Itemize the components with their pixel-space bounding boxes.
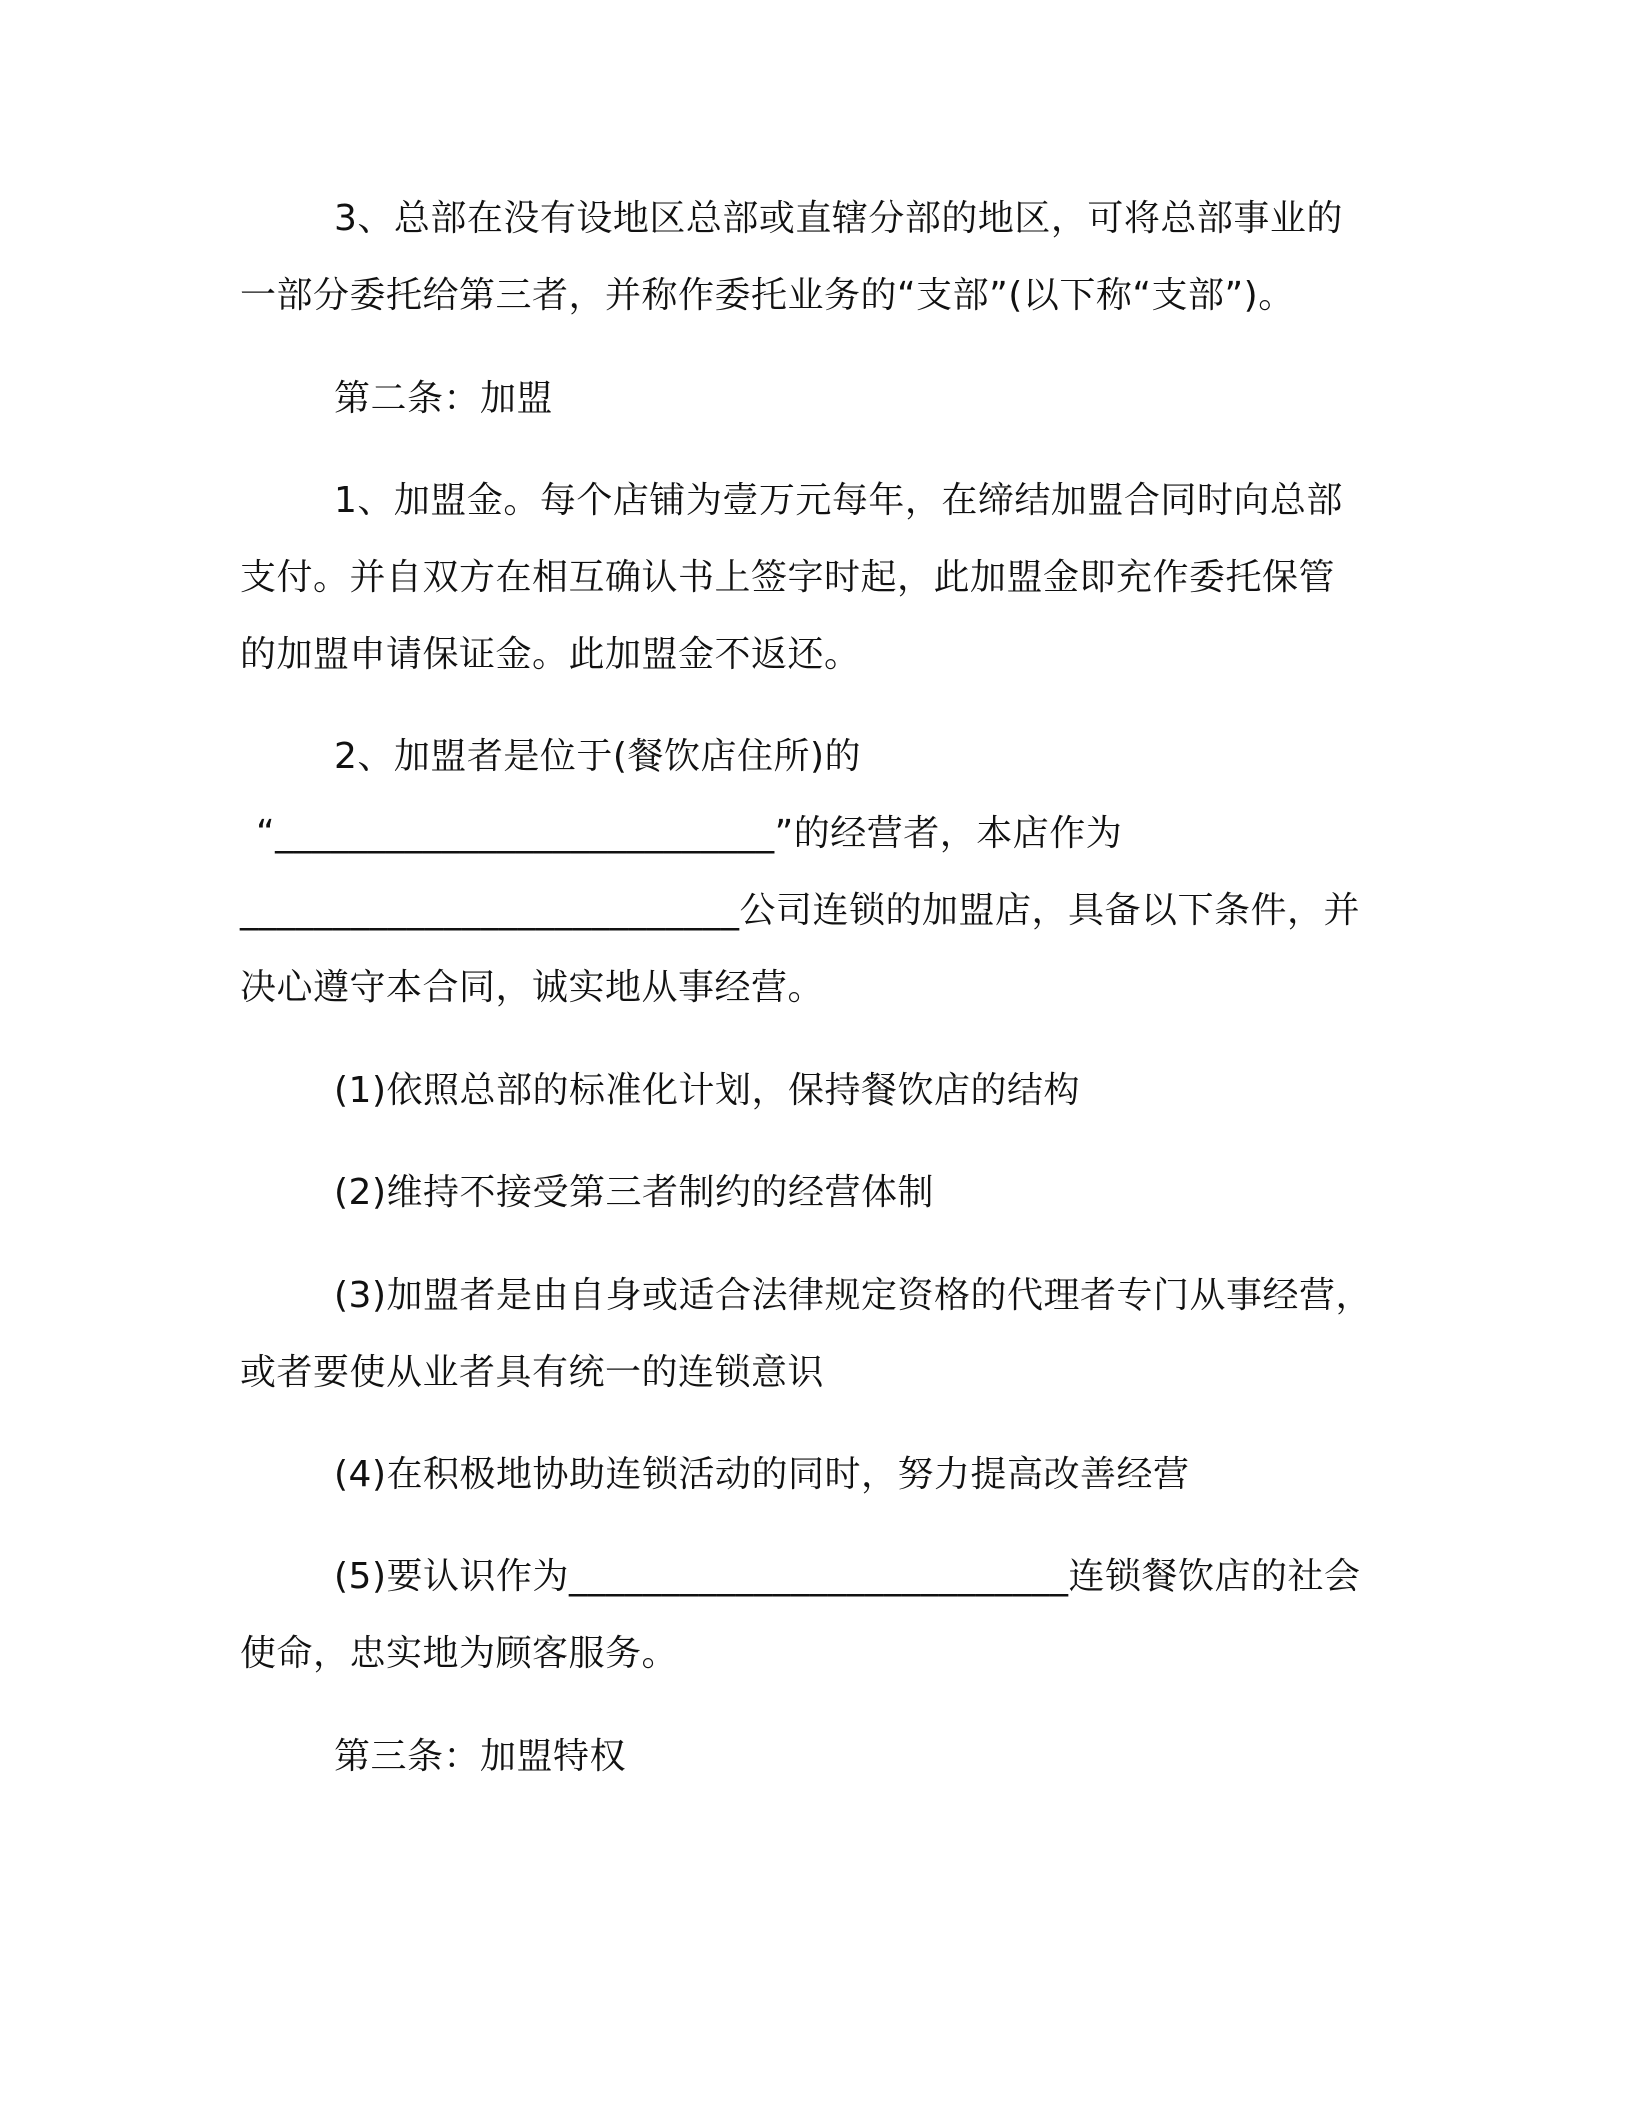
condition-4: (4)在积极地协助连锁活动的同时，努力提高改善经营 [334,1454,1190,1495]
condition-1: (1)依照总部的标准化计划，保持餐饮店的结构 [334,1070,1080,1111]
clause-1-3-line-2: 一部分委托给第三者，并称作委托业务的“支部”(以下称“支部”)。 [240,275,1295,316]
article-3-heading: 第三条：加盟特权 [334,1736,627,1777]
condition-2: (2)维持不接受第三者制约的经营体制 [334,1172,934,1213]
condition-3-line-2: 或者要使从业者具有统一的连锁意识 [240,1352,825,1393]
condition-5-line-1: (5)要认识作为___________________________连锁餐饮店的社会 [334,1556,1361,1597]
clause-2-1-line-2: 支付。并自双方在相互确认书上签字时起，此加盟金即充作委托保管 [240,557,1336,598]
condition-5-line-2: 使命，忠实地为顾客服务。 [240,1633,679,1674]
clause-2-2-line-2: “___________________________”的经营者，本店作为 [256,813,1123,854]
clause-2-1-line-1: 1、加盟金。每个店铺为壹万元每年，在缔结加盟合同时向总部 [334,480,1343,521]
clause-2-2-line-4: 决心遵守本合同，诚实地从事经营。 [240,967,825,1008]
clause-2-2-line-3: ___________________________公司连锁的加盟店，具备以下条件，并 [240,890,1361,931]
condition-3-line-1: (3)加盟者是由自身或适合法律规定资格的代理者专门从事经营， [334,1275,1372,1316]
clause-1-3-line-1: 3、总部在没有设地区总部或直辖分部的地区，可将总部事业的 [334,198,1343,239]
article-2-heading: 第二条：加盟 [334,378,554,419]
clause-2-1-line-3: 的加盟申请保证金。此加盟金不返还。 [240,634,861,675]
clause-2-2-line-1: 2、加盟者是位于(餐饮店住所)的 [334,736,861,777]
